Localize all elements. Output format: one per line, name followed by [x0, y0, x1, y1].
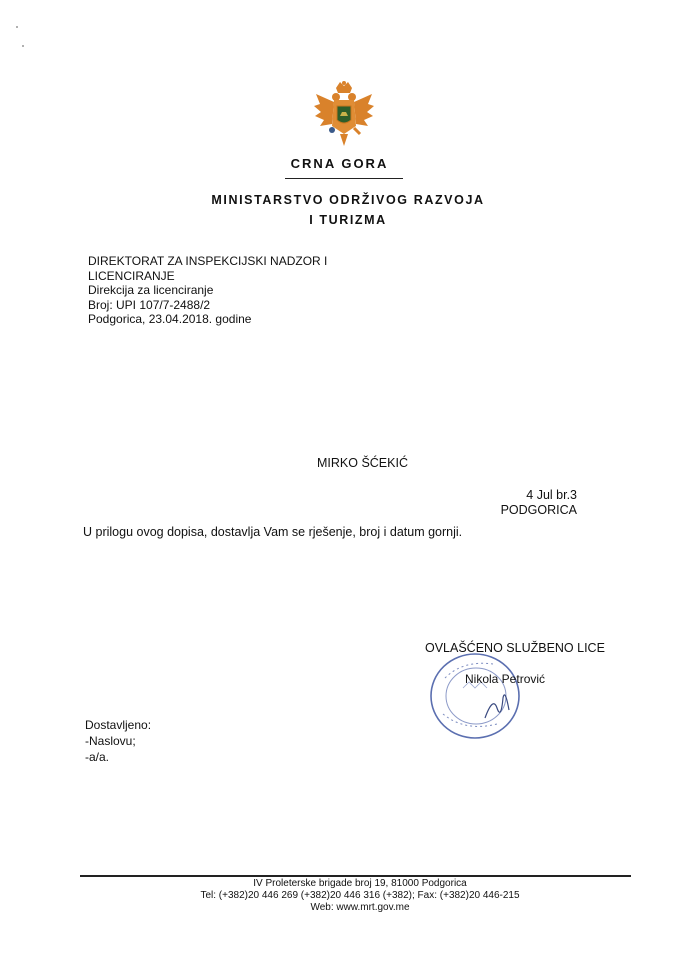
directorate-line-1: DIREKTORAT ZA INSPEKCIJSKI NADZOR I — [88, 254, 328, 268]
footer-phone: Tel: (+382)20 446 269 (+382)20 446 316 (+382); Fax: (+382)20 446-215 — [200, 890, 520, 901]
signatory-name: Nikola Petrović — [465, 672, 546, 686]
coat-of-arms-icon — [312, 80, 376, 150]
directorate-line-2: LICENCIRANJE — [88, 268, 175, 283]
recipient-address — [501, 488, 577, 518]
ministry-line-1: MINISTARSTVO ODRŽIVOG RAZVOJA — [211, 193, 485, 207]
ministry-line-2: I TURIZMA — [309, 213, 387, 227]
scan-speck — [16, 26, 18, 28]
footer — [60, 878, 660, 914]
recipient-street: 4 Jul br.3 — [526, 488, 577, 502]
division-name: Direkcija za licenciranje — [88, 283, 214, 297]
official-stamp-icon — [423, 648, 529, 744]
header-divider — [285, 178, 403, 179]
sender-block — [88, 254, 327, 327]
scan-speck — [22, 45, 24, 47]
footer-address: IV Proleterske brigade broj 19, 81000 Podgorica — [253, 878, 467, 889]
ministry-name — [0, 190, 679, 230]
official-title: OVLAŠĆENO SLUŽBENO LICE — [425, 641, 605, 655]
recipient-name: MIRKO ŠĆEKIĆ — [317, 456, 408, 470]
country-name: CRNA GORA — [290, 156, 389, 171]
delivery-item: -a/a. — [85, 750, 110, 764]
delivery-item: -Naslovu; — [85, 734, 136, 748]
reference-number: Broj: UPI 107/7-2488/2 — [88, 297, 211, 312]
letter-body: U prilogu ovog dopisa, dostavlja Vam se rješenje, broj i datum gornji. — [83, 525, 463, 539]
place-and-date: Podgorica, 23.04.2018. godine — [88, 312, 252, 326]
footer-web: Web: www.mrt.gov.me — [310, 902, 410, 913]
footer-divider — [80, 875, 631, 877]
delivery-list — [85, 717, 151, 765]
recipient-city: PODGORICA — [500, 503, 577, 517]
delivery-label: Dostavljeno: — [85, 718, 152, 732]
